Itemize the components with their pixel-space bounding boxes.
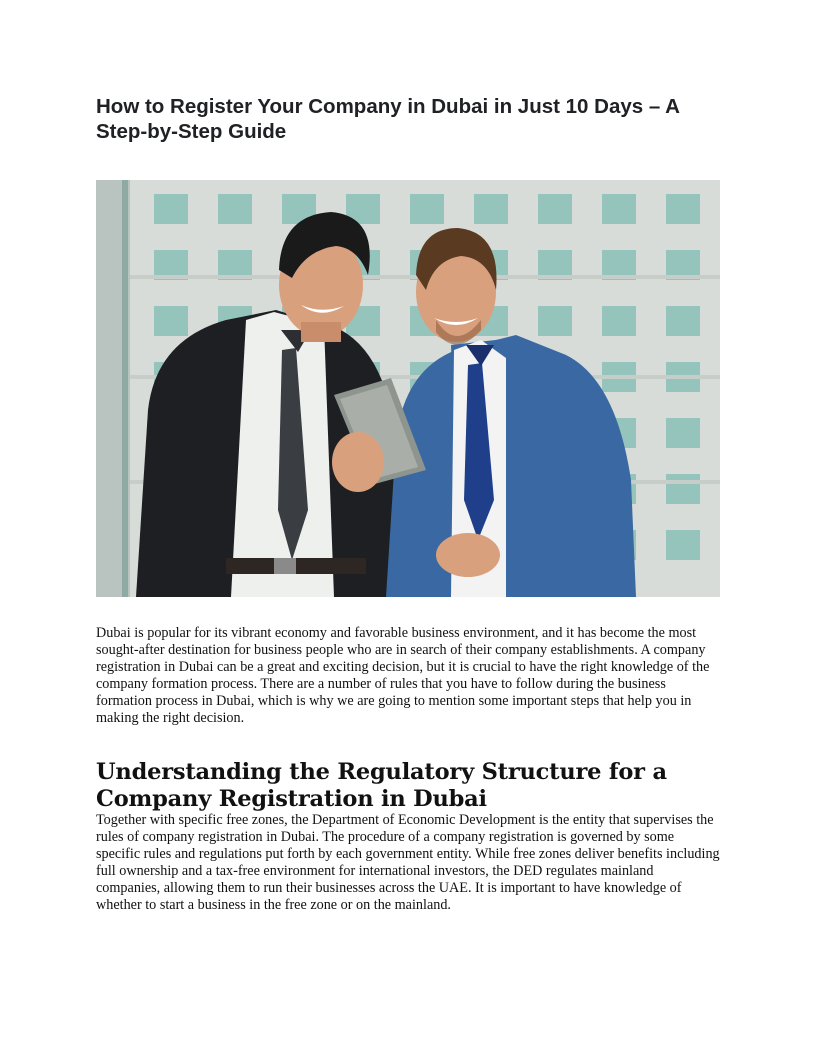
window	[666, 306, 700, 336]
window	[538, 306, 572, 336]
window	[218, 194, 252, 224]
window	[666, 474, 700, 504]
section-paragraph: Together with specific free zones, the Department of Economic Development is the entity that supervises the rules of company registration in Dubai. The procedure of a company registration is governed by some specific rules and regulations put forth by each government entity. While free zones deliver benefits including full ownership and a tax-free environment for international investors, the DED regulates mainland companies, allowing them to run their businesses across the UAE. It is important to have knowledge of whether to start a business in the free zone or on the mainland.	[96, 812, 720, 913]
section-heading: Understanding the Regulatory Structure for a Company Registration in Dubai	[96, 759, 667, 812]
window	[666, 194, 700, 224]
hero-image	[96, 180, 720, 597]
window	[474, 194, 508, 224]
window	[154, 306, 188, 336]
window	[154, 194, 188, 224]
window	[666, 530, 700, 560]
window	[602, 306, 636, 336]
window	[666, 418, 700, 448]
article-title: How to Register Your Company in Dubai in Just 10 Days – A Step-by-Step Guide	[96, 95, 680, 143]
window	[410, 194, 444, 224]
businessmen-photo-illustration	[96, 180, 720, 597]
hand	[332, 432, 384, 492]
window	[538, 194, 572, 224]
intro-paragraph: Dubai is popular for its vibrant economy and favorable business environment, and it has become the most sought-after destination for business people who are in search of their company establishments. A company registration in Dubai can be a great and exciting decision, but it is crucial to have the right knowledge of the company formation process. There are a number of rules that you have to follow during the business formation process in Dubai, which is why we are going to mention some important steps that help you in making the right decision.	[96, 625, 710, 726]
window	[602, 194, 636, 224]
